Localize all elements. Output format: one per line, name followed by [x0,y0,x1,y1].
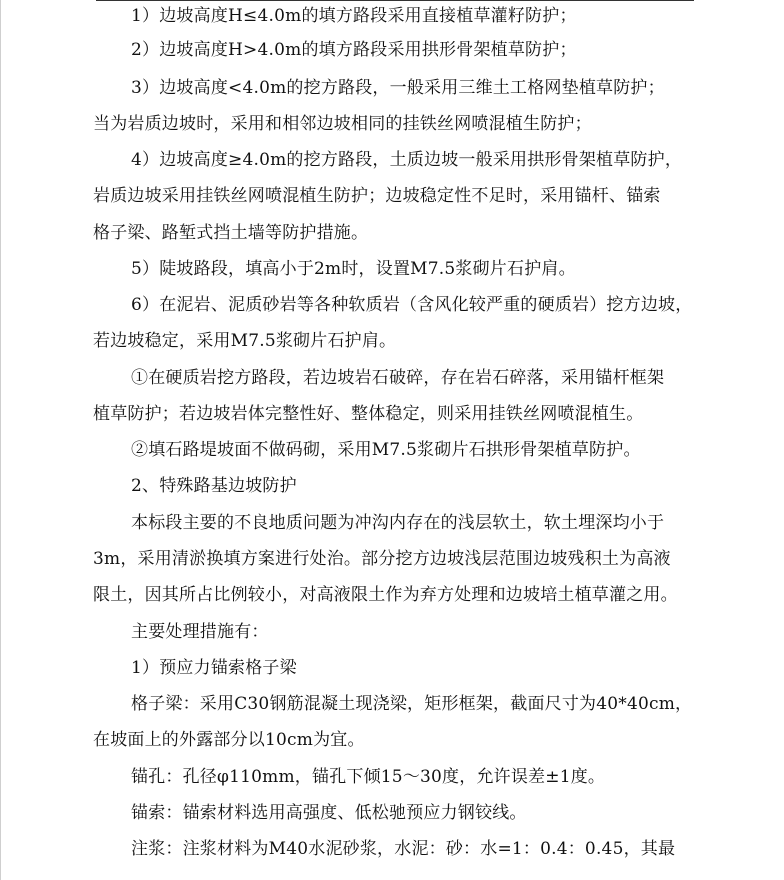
section-heading: 2、特殊路基边坡防护 [131,476,297,496]
text-line: 岩质边坡采用挂铁丝网喷混植生防护；边坡稳定性不足时，采用锚杆、锚索 [93,186,661,206]
text-line: 主要处理措施有： [131,622,269,642]
text-line: 5）陡坡路段，填高小于2m时，设置M7.5浆砌片石护肩。 [131,259,576,279]
text-line: 锚索：锚索材料选用高强度、低松驰预应力钢铰线。 [131,803,527,823]
text-line: 锚孔：孔径φ110mm，锚孔下倾15～30度，允许误差±1度。 [131,767,606,787]
text-line: 4）边坡高度≥4.0m的挖方路段，土质边坡一般采用拱形骨架植草防护， [131,150,683,170]
text-line: ①在硬质岩挖方路段，若边坡岩石破碎，存在岩石碎落，采用锚杆框架 [131,368,665,388]
text-line: 限土，因其所占比例较小，对高液限土作为弃方处理和边坡培土植草灌之用。 [93,585,678,605]
text-line: 在坡面上的外露部分以10cm为宜。 [93,730,365,750]
page-left-edge [0,0,1,880]
text-line: 本标段主要的不良地质问题为冲沟内存在的浅层软土，软土埋深均小于 [131,513,665,533]
text-line: 3）边坡高度<4.0m的挖方路段，一般采用三维土工格网垫植草防护； [131,78,665,98]
text-line: 植草防护；若边坡岩体完整性好、整体稳定，则采用挂铁丝网喷混植生。 [93,404,644,424]
page-top-rule [96,0,694,1]
text-line: ②填石路堤坡面不做码砌，采用M7.5浆砌片石拱形骨架植草防护。 [131,440,641,460]
text-line: 1）边坡高度H≤4.0m的填方路段采用直接植草灌籽防护； [131,6,577,26]
text-line: 当为岩质边坡时，采用和相邻边坡相同的挂铁丝网喷混植生防护； [93,114,592,134]
text-line: 格子梁、路堑式挡土墙等防护措施。 [93,223,369,243]
subsection-heading: 1）预应力锚索格子梁 [131,658,297,678]
text-line: 格子梁：采用C30钢筋混凝土现浇梁，矩形框架，截面尺寸为40*40cm， [131,694,693,714]
text-line: 6）在泥岩、泥质砂岩等各种软质岩（含风化较严重的硬质岩）挖方边坡， [131,295,693,315]
text-line: 3m，采用清淤换填方案进行处治。部分挖方边坡浅层范围边坡残积土为高液 [93,549,671,569]
text-line: 若边坡稳定，采用M7.5浆砌片石护肩。 [93,331,397,351]
text-line: 注浆：注浆材料为M40水泥砂浆，水泥：砂：水=1：0.4：0.45，其最 [131,839,676,859]
text-line: 2）边坡高度H>4.0m的填方路段采用拱形骨架植草防护； [131,40,577,60]
